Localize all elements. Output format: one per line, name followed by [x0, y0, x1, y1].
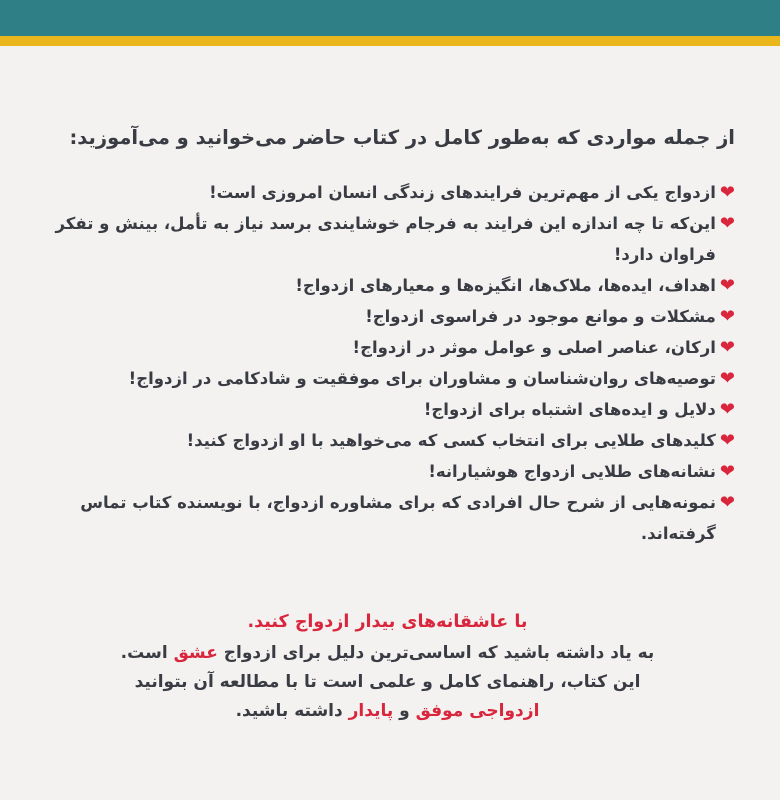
list-item — [40, 270, 735, 301]
closing-paragraph — [40, 608, 735, 726]
closing-line-3-end: داشته باشید. — [235, 701, 343, 721]
list-item — [40, 487, 735, 549]
heart-icon: ❤ — [719, 368, 735, 390]
list-item — [40, 177, 735, 208]
highlight-love: عشق — [173, 643, 218, 663]
list-item-text: دلایل و ایده‌های اشتباه برای ازدواج! — [423, 400, 716, 420]
feature-list — [40, 177, 735, 549]
list-item-text: ازدواج یکی از مهم‌ترین فرایندهای زندگی انسان امروزی است! — [209, 183, 716, 203]
closing-line-1 — [40, 639, 735, 668]
heart-icon: ❤ — [719, 275, 735, 297]
closing-tagline: با عاشقانه‌های بیدار ازدواج کنید. — [247, 612, 528, 632]
list-item-text: نشانه‌های طلایی ازدواج هوشیارانه! — [428, 462, 716, 482]
highlight-lasting: پایدار — [348, 701, 394, 721]
list-item-text: ارکان، عناصر اصلی و عوامل موثر در ازدواج! — [352, 338, 716, 358]
list-item-text: مشکلات و موانع موجود در فراسوی ازدواج! — [365, 307, 716, 327]
heart-icon: ❤ — [719, 213, 735, 235]
list-item-text: توصیه‌های روان‌شناسان و مشاوران برای موفقیت و شادکامی در ازدواج! — [128, 369, 716, 389]
heart-icon: ❤ — [719, 337, 735, 359]
list-item — [40, 208, 735, 270]
list-item — [40, 394, 735, 425]
back-cover-content — [40, 125, 735, 549]
list-item-text: این‌که تا چه اندازه این فرایند به فرجام خوشایندی برسد نیاز به تأمل، بینش و تفکر فراوان دارد! — [55, 214, 716, 265]
highlight-successful-marriage: ازدواجی موفق — [415, 701, 540, 721]
heart-icon: ❤ — [719, 430, 735, 452]
closing-line-1-end: است. — [120, 643, 168, 663]
list-item-text: اهداف، ایده‌ها، ملاک‌ها، انگیزه‌ها و معیارهای ازدواج! — [295, 276, 716, 296]
list-item-text: نمونه‌هایی از شرح حال افرادی که برای مشاوره ازدواج، با نویسنده کتاب تماس گرفته‌اند. — [80, 493, 716, 544]
gold-strip — [0, 36, 780, 46]
closing-line-3-and: و — [399, 701, 410, 721]
list-item-text: کلیدهای طلایی برای انتخاب کسی که می‌خواهید با او ازدواج کنید! — [186, 431, 716, 451]
heart-icon: ❤ — [719, 399, 735, 421]
heart-icon: ❤ — [719, 492, 735, 514]
heart-icon: ❤ — [719, 461, 735, 483]
heart-icon: ❤ — [719, 306, 735, 328]
heart-icon: ❤ — [719, 182, 735, 204]
list-item — [40, 456, 735, 487]
intro-heading: از جمله مواردی که به‌طور کامل در کتاب حاضر می‌خوانید و می‌آموزید: — [69, 126, 735, 149]
list-item — [40, 332, 735, 363]
list-item — [40, 425, 735, 456]
top-color-band — [0, 0, 780, 36]
closing-line-3 — [40, 697, 735, 726]
closing-line-2: این کتاب، راهنمای کامل و علمی است تا با مطالعه آن بتوانید — [134, 672, 641, 692]
list-item — [40, 363, 735, 394]
list-item — [40, 301, 735, 332]
closing-line-1-start: به یاد داشته باشید که اساسی‌ترین دلیل برای ازدواج — [223, 643, 655, 663]
